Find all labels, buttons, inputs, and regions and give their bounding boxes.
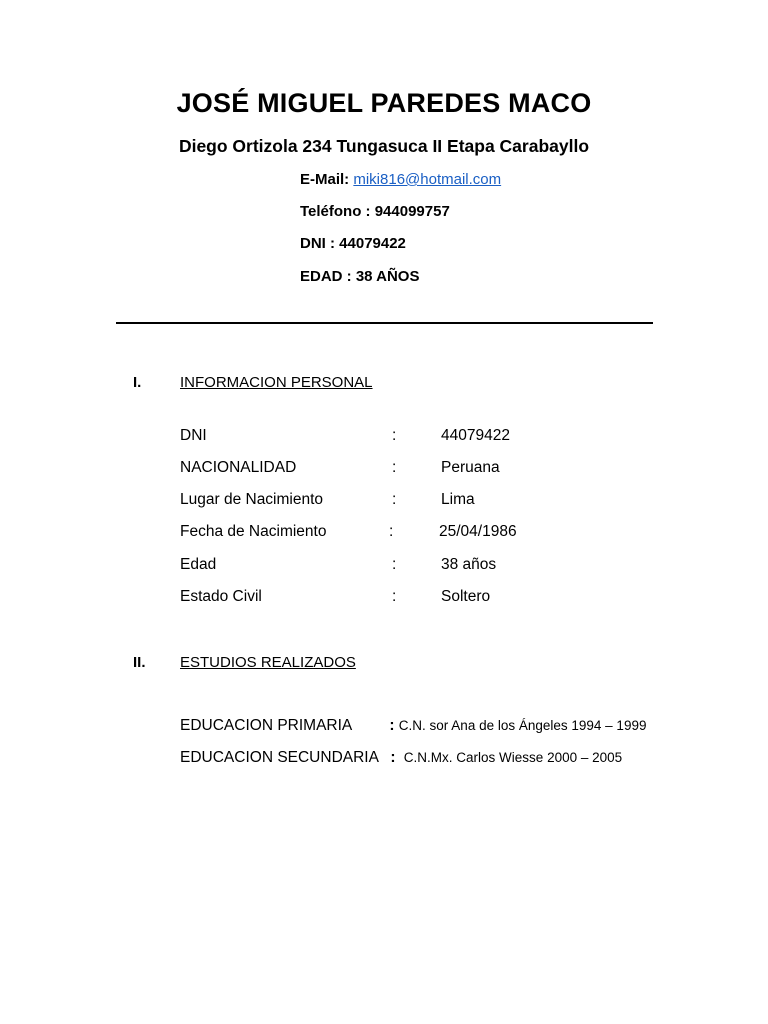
info-label: DNI	[180, 427, 207, 444]
info-colon: :	[392, 588, 397, 605]
info-row-civil-status	[180, 588, 580, 608]
education-row-secondary	[180, 749, 622, 767]
education-label: EDUCACION SECUNDARIA	[180, 749, 379, 766]
email-label: E-Mail:	[300, 171, 350, 188]
phone-line: Teléfono : 944099757	[300, 203, 450, 220]
info-label: Edad	[180, 556, 217, 573]
age-line: EDAD : 38 AÑOS	[300, 268, 420, 285]
info-label: Lugar de Nacimiento	[180, 491, 324, 508]
section-2-number: II.	[133, 654, 146, 671]
education-row-primary	[180, 717, 646, 735]
applicant-name: JOSÉ MIGUEL PAREDES MACO	[176, 88, 592, 118]
education-value: C.N. sor Ana de los Ángeles 1994 – 1999	[398, 718, 647, 733]
info-value: 38 años	[441, 556, 497, 573]
education-value: C.N.Mx. Carlos Wiesse 2000 – 2005	[403, 750, 623, 765]
info-label: Estado Civil	[180, 588, 262, 605]
section-1-number: I.	[133, 374, 142, 391]
dni-line: DNI : 44079422	[300, 235, 406, 252]
info-label: Fecha de Nacimiento	[180, 523, 327, 540]
info-colon: :	[392, 427, 397, 444]
info-value: Lima	[441, 491, 475, 508]
info-colon: :	[392, 556, 397, 573]
info-row-birthplace	[180, 491, 580, 511]
section-1-title: INFORMACION PERSONAL	[180, 374, 373, 391]
info-row-age	[180, 556, 580, 576]
info-value: 25/04/1986	[439, 523, 517, 540]
education-colon: :	[390, 749, 396, 766]
info-row-nationality	[180, 459, 580, 479]
email-link[interactable]: miki816@hotmail.com	[353, 171, 502, 188]
info-value: Peruana	[441, 459, 500, 476]
info-colon: :	[392, 491, 397, 508]
divider-line	[116, 322, 653, 324]
education-label: EDUCACION PRIMARIA	[180, 717, 353, 734]
address-line: Diego Ortizola 234 Tungasuca II Etapa Carabayllo	[178, 136, 590, 156]
section-2-title: ESTUDIOS REALIZADOS	[180, 654, 356, 671]
info-value: Soltero	[441, 588, 491, 605]
info-row-dni	[180, 427, 580, 447]
info-row-birthdate	[180, 523, 580, 543]
info-colon: :	[389, 523, 394, 540]
info-label: NACIONALIDAD	[180, 459, 297, 476]
info-value: 44079422	[441, 427, 510, 444]
email-line	[300, 171, 501, 188]
info-colon: :	[392, 459, 397, 476]
education-colon: :	[389, 717, 395, 734]
